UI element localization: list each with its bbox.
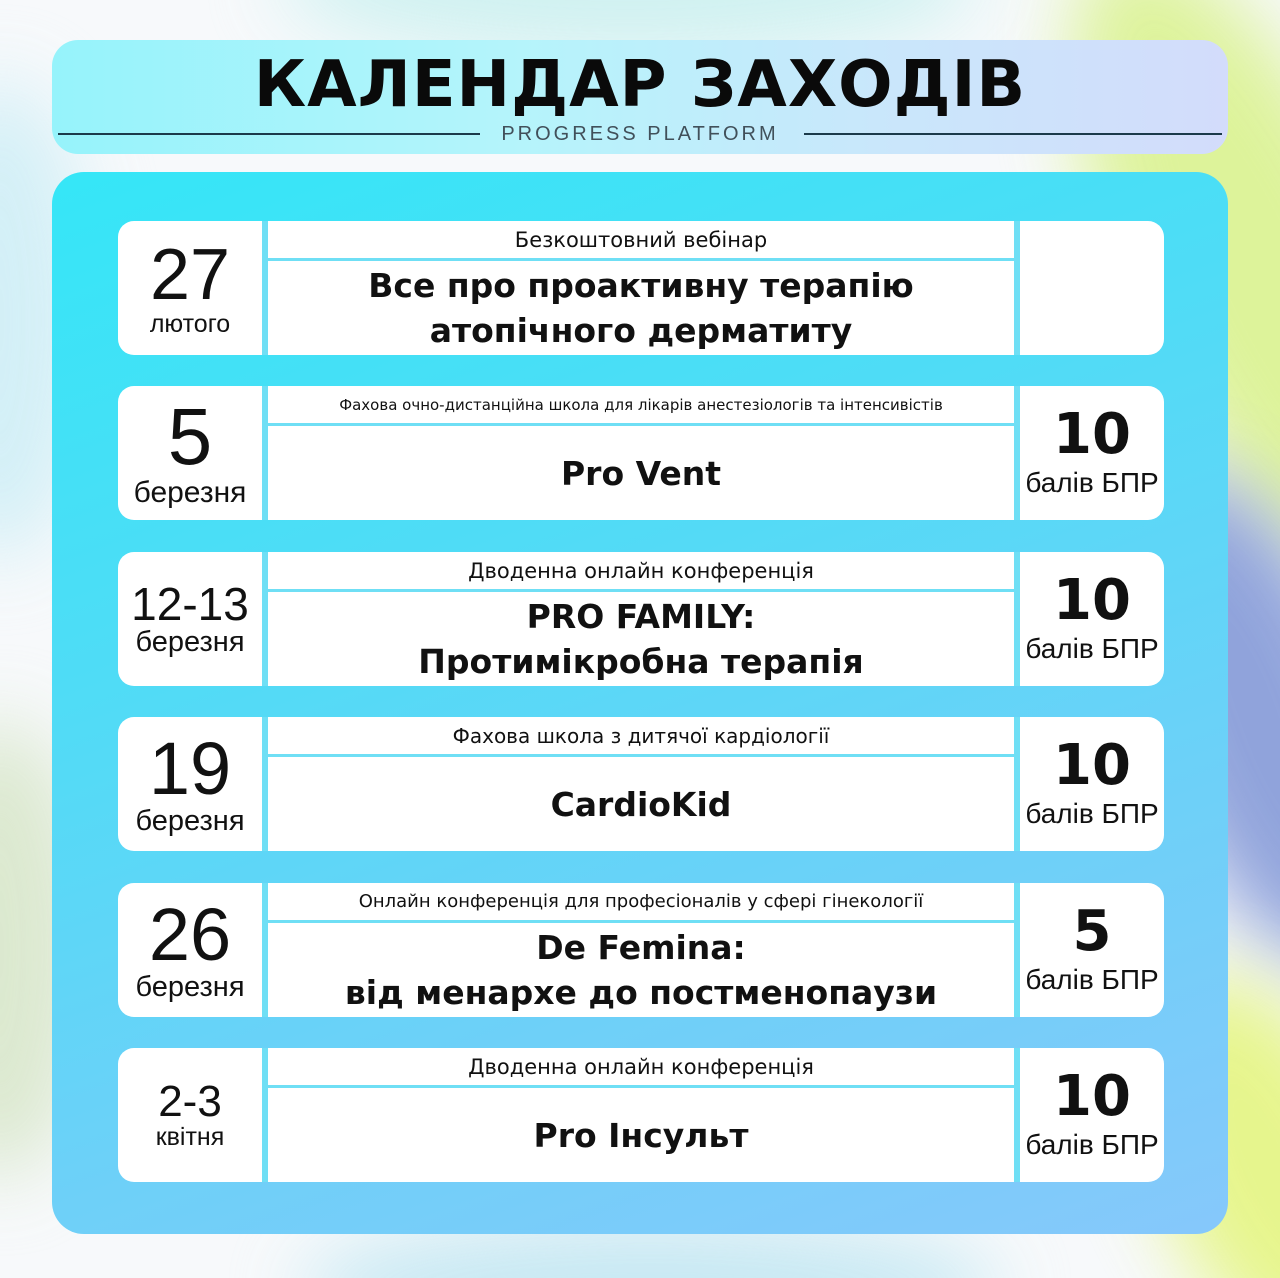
event-points [1020, 221, 1164, 355]
points-label: балів БПР [1025, 633, 1159, 664]
header-banner [52, 40, 1228, 154]
event-category: Дводенна онлайн конференція [268, 552, 1014, 592]
platform-subtitle: PROGRESS PLATFORM [501, 123, 779, 145]
event-points [1020, 717, 1164, 851]
subtitle-row [58, 122, 1222, 146]
event-title: Все про проактивну терапію атопічного дерматиту [368, 266, 914, 350]
event-card[interactable] [118, 386, 1164, 520]
event-title: PRO FAMILY: Протимікробна терапія [418, 597, 864, 681]
event-card[interactable] [118, 552, 1164, 686]
event-date [118, 221, 262, 355]
event-category: Безкоштовний вебінар [268, 221, 1014, 261]
points-value: 10 [1053, 733, 1131, 798]
events-panel [52, 172, 1228, 1234]
event-month: березня [135, 625, 245, 658]
event-day: 2-3 [158, 1076, 222, 1126]
event-title: Pro Vent [560, 453, 721, 493]
event-points [1020, 1048, 1164, 1182]
points-label: балів БПР [1025, 964, 1159, 995]
points-label: балів БПР [1025, 798, 1159, 829]
points-value: 10 [1053, 402, 1131, 467]
event-category: Фахова очно-дистанційна школа для лікарів анестезіологів та інтенсивістів [268, 386, 1014, 426]
event-date [118, 386, 262, 520]
event-points [1020, 552, 1164, 686]
event-date [118, 1048, 262, 1182]
event-month: березня [135, 970, 245, 1003]
divider-line [804, 133, 1222, 135]
event-card[interactable] [118, 1048, 1164, 1182]
event-month: березня [135, 804, 245, 837]
event-title: CardioKid [550, 784, 732, 824]
points-value: 10 [1053, 1064, 1131, 1129]
event-card[interactable] [118, 717, 1164, 851]
points-label: балів БПР [1025, 467, 1159, 498]
points-value: 10 [1053, 568, 1131, 633]
event-category: Фахова школа з дитячої кардіології [268, 717, 1014, 757]
event-card[interactable] [118, 883, 1164, 1017]
event-day: 12-13 [131, 577, 249, 630]
event-month: лютого [149, 309, 231, 338]
event-points [1020, 386, 1164, 520]
event-day: 26 [148, 892, 232, 976]
points-value: 5 [1072, 899, 1112, 964]
event-date [118, 552, 262, 686]
event-category: Онлайн конференція для професіоналів у сфері гінекології [268, 883, 1014, 923]
event-category: Дводенна онлайн конференція [268, 1048, 1014, 1088]
event-date [118, 717, 262, 851]
event-month: березня [133, 476, 247, 510]
points-label: балів БПР [1025, 1129, 1159, 1160]
event-date [118, 883, 262, 1017]
event-title: De Femina: від менархе до постменопаузи [344, 928, 938, 1012]
event-points [1020, 883, 1164, 1017]
event-day: 19 [148, 726, 232, 810]
page-title: КАЛЕНДАР ЗАХОДІВ [253, 48, 1027, 122]
event-day: 5 [167, 392, 213, 482]
event-card[interactable] [118, 221, 1164, 355]
event-title: Pro Інсульт [533, 1115, 749, 1155]
event-month: квітня [155, 1122, 225, 1151]
event-day: 27 [149, 234, 231, 315]
